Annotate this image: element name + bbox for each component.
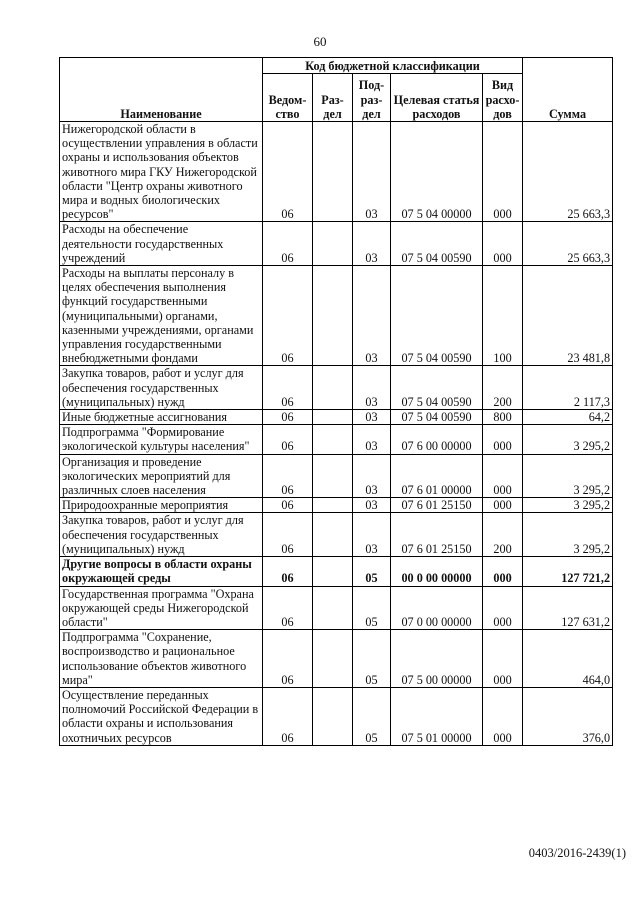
row-podrazdel: 03 [353,366,391,410]
row-name: Нижегородской области в осуществлении управления в области охраны и использования объектов животного мира ГКУ Нижегородской области "Центр охраны животного мира и водных биологических ресурсов" [60,122,263,222]
row-vid: 000 [483,454,523,498]
row-name: Природоохранные мероприятия [60,498,263,513]
row-celevaya: 07 5 04 00000 [391,122,483,222]
row-vid: 100 [483,266,523,366]
row-razdel-empty [313,366,353,410]
header-podrazdel: Под-раз-дел [353,74,391,122]
row-razdel-empty [313,122,353,222]
row-vid: 000 [483,687,523,745]
row-name: Организация и проведение экологических мероприятий для различных слоев населения [60,454,263,498]
row-summa: 127 631,2 [523,586,613,630]
row-name: Подпрограмма "Сохранение, воспроизводство и рациональное использование объектов животного мира" [60,630,263,688]
row-summa: 64,2 [523,410,613,425]
row-vedomstvo: 06 [263,222,313,266]
row-razdel-empty [313,222,353,266]
table-row [60,122,613,222]
row-vedomstvo: 06 [263,586,313,630]
row-podrazdel: 05 [353,687,391,745]
row-summa: 464,0 [523,630,613,688]
row-vedomstvo: 06 [263,557,313,586]
row-summa: 3 295,2 [523,498,613,513]
row-vedomstvo: 06 [263,630,313,688]
row-vedomstvo: 06 [263,266,313,366]
row-razdel-empty [313,454,353,498]
row-vid: 000 [483,425,523,454]
row-celevaya: 07 5 04 00590 [391,410,483,425]
row-celevaya: 00 0 00 00000 [391,557,483,586]
row-razdel-empty [313,557,353,586]
document-code: 0403/2016-2439(1) [528,846,626,860]
row-summa: 3 295,2 [523,454,613,498]
row-vedomstvo: 06 [263,498,313,513]
row-vid: 000 [483,122,523,222]
header-celevaya: Целевая статья расходов [391,74,483,122]
table-row [60,498,613,513]
row-vid: 000 [483,557,523,586]
table-row [60,557,613,586]
budget-table [59,57,613,746]
table-row [60,410,613,425]
row-razdel-empty [313,630,353,688]
row-razdel-empty [313,586,353,630]
row-celevaya: 07 5 04 00590 [391,266,483,366]
row-name: Осуществление переданных полномочий Российской Федерации в области охраны и использования охотничьих ресурсов [60,687,263,745]
table-row [60,586,613,630]
row-podrazdel: 05 [353,557,391,586]
row-name: Другие вопросы в области охраны окружающей среды [60,557,263,586]
row-razdel-empty [313,410,353,425]
row-podrazdel: 03 [353,454,391,498]
row-celevaya: 07 6 01 25150 [391,498,483,513]
row-vid: 000 [483,586,523,630]
row-summa: 23 481,8 [523,266,613,366]
row-podrazdel: 05 [353,630,391,688]
row-summa: 3 295,2 [523,513,613,557]
row-razdel-empty [313,498,353,513]
row-vid: 000 [483,498,523,513]
table-row [60,266,613,366]
row-summa: 127 721,2 [523,557,613,586]
row-podrazdel: 03 [353,410,391,425]
row-vedomstvo: 06 [263,454,313,498]
row-razdel-empty [313,687,353,745]
row-podrazdel: 03 [353,425,391,454]
row-name: Иные бюджетные ассигнования [60,410,263,425]
page-number: 60 [313,34,327,49]
row-vedomstvo: 06 [263,410,313,425]
row-podrazdel: 03 [353,513,391,557]
row-podrazdel: 03 [353,122,391,222]
row-vedomstvo: 06 [263,687,313,745]
row-podrazdel: 05 [353,586,391,630]
table-row [60,454,613,498]
row-name: Подпрограмма "Формирование экологической культуры населения" [60,425,263,454]
table-row [60,513,613,557]
header-vid: Вид расхо-дов [483,74,523,122]
row-razdel-empty [313,425,353,454]
row-name: Закупка товаров, работ и услуг для обеспечения государственных (муниципальных) нужд [60,513,263,557]
row-name: Государственная программа "Охрана окружающей среды Нижегородской области" [60,586,263,630]
row-celevaya: 07 5 04 00590 [391,366,483,410]
row-summa: 3 295,2 [523,425,613,454]
row-vedomstvo: 06 [263,425,313,454]
row-podrazdel: 03 [353,266,391,366]
header-summa: Сумма [523,58,613,122]
row-celevaya: 07 6 00 00000 [391,425,483,454]
row-vid: 200 [483,513,523,557]
row-summa: 376,0 [523,687,613,745]
row-summa: 25 663,3 [523,122,613,222]
row-celevaya: 07 6 01 25150 [391,513,483,557]
row-vedomstvo: 06 [263,513,313,557]
row-summa: 2 117,3 [523,366,613,410]
row-vid: 000 [483,630,523,688]
row-name: Расходы на обеспечение деятельности государственных учреждений [60,222,263,266]
row-vid: 200 [483,366,523,410]
row-celevaya: 07 6 01 00000 [391,454,483,498]
header-name: Наименование [60,58,263,122]
row-razdel-empty [313,513,353,557]
row-razdel-empty [313,266,353,366]
row-podrazdel: 03 [353,222,391,266]
row-vedomstvo: 06 [263,122,313,222]
row-vid: 800 [483,410,523,425]
row-vedomstvo: 06 [263,366,313,410]
table-row [60,687,613,745]
row-podrazdel: 03 [353,498,391,513]
table-row [60,366,613,410]
row-vid: 000 [483,222,523,266]
table-row [60,630,613,688]
row-name: Закупка товаров, работ и услуг для обеспечения государственных (муниципальных) нужд [60,366,263,410]
row-celevaya: 07 5 00 00000 [391,630,483,688]
row-name: Расходы на выплаты персоналу в целях обеспечения выполнения функций государственными (муниципальными) органами, казенными учреждениями, органами управления государственными внебюджетными фондами [60,266,263,366]
table-row [60,425,613,454]
row-celevaya: 07 5 04 00590 [391,222,483,266]
header-vedomstvo: Ведом-ство [263,74,313,122]
table-row [60,222,613,266]
header-group: Код бюджетной классификации [263,58,523,74]
row-celevaya: 07 0 00 00000 [391,586,483,630]
row-celevaya: 07 5 01 00000 [391,687,483,745]
row-summa: 25 663,3 [523,222,613,266]
header-razdel: Раз-дел [313,74,353,122]
